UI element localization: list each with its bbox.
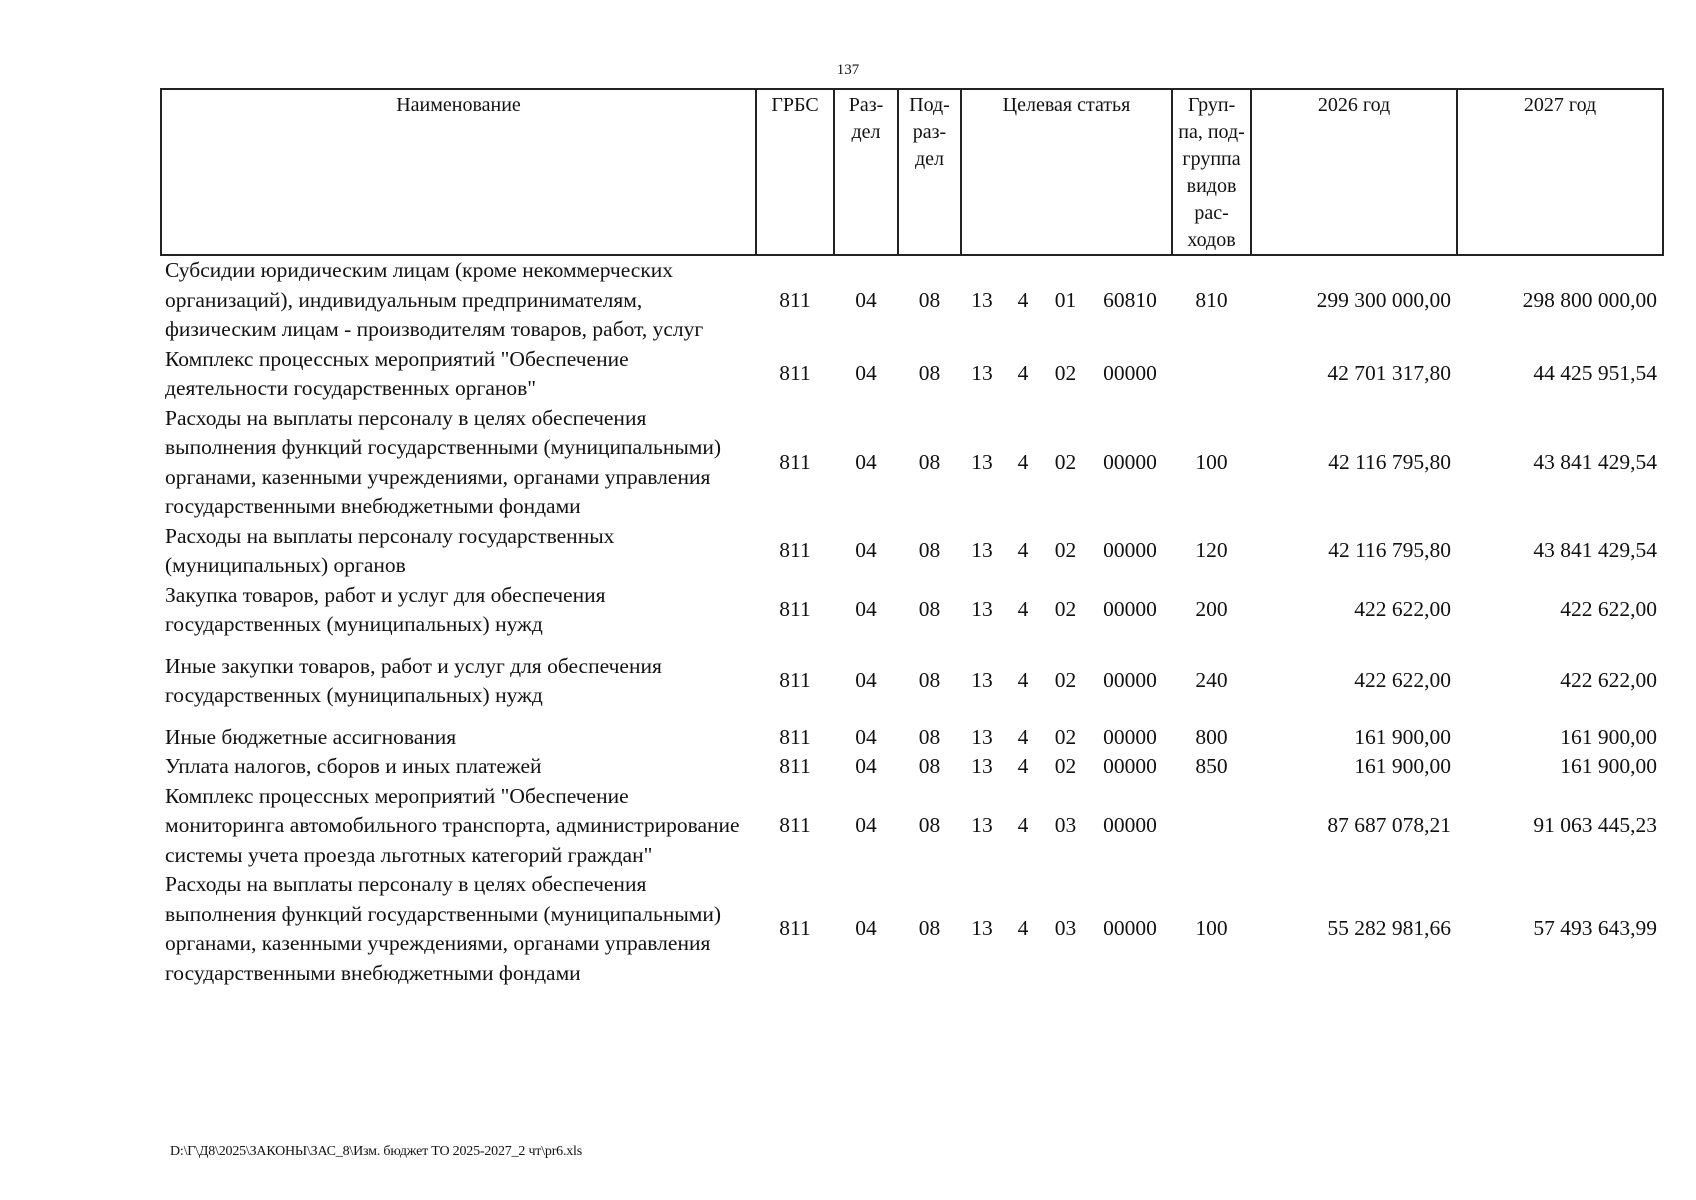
page-number: 137 (836, 62, 860, 78)
row-group: 800 (1195, 724, 1228, 749)
row-cs-part4: 00000 (1103, 754, 1157, 778)
row-amount-2027: 43 841 429,54 (1533, 449, 1658, 474)
row-cs-part3: 02 (1054, 754, 1077, 778)
row-cs-part1: 13 (971, 724, 993, 749)
row-cs-part3: 03 (1054, 916, 1077, 941)
row-razdel: 04 (855, 813, 877, 837)
row-grbs: 811 (779, 597, 811, 622)
row-podrazdel: 08 (918, 449, 941, 474)
row-cs-part4: 00000 (1103, 361, 1157, 386)
header-celevaya-statya: Целевая статья (961, 89, 1172, 255)
row-cs-part2: 4 (1017, 449, 1029, 474)
row-group: 120 (1195, 538, 1228, 563)
row-podrazdel: 08 (918, 287, 941, 312)
row-amount-2027: 422 622,00 (1560, 668, 1658, 693)
row-cs-part2: 4 (1017, 668, 1029, 693)
row-amount-2026: 55 282 981,66 (1327, 916, 1452, 941)
row-amount-2026: 161 900,00 (1354, 724, 1452, 749)
header-podrazdel: Под- раз- дел (898, 89, 961, 255)
row-group: 200 (1195, 597, 1228, 622)
row-group (1172, 345, 1251, 404)
row-podrazdel: 08 (918, 916, 941, 941)
row-cs-part3: 02 (1054, 668, 1077, 693)
row-amount-2026: 422 622,00 (1354, 597, 1452, 622)
table-body (161, 255, 1663, 988)
row-grbs: 811 (779, 813, 811, 837)
row-podrazdel: 08 (918, 361, 941, 386)
row-cs-part1: 13 (971, 597, 993, 622)
table-row (161, 255, 1663, 345)
row-cs-part4: 00000 (1103, 597, 1157, 622)
row-amount-2026: 42 116 795,80 (1328, 449, 1452, 474)
row-cs-part4: 00000 (1103, 916, 1157, 941)
row-razdel: 04 (855, 287, 877, 312)
row-cs-part1: 13 (971, 449, 993, 474)
row-cs-part2: 4 (1017, 754, 1029, 778)
row-amount-2027: 161 900,00 (1560, 754, 1658, 778)
row-cs-part3: 02 (1054, 538, 1077, 563)
row-name: Иные закупки товаров, работ и услуг для обеспечения государственных (муниципальных) нужд (165, 653, 662, 707)
row-amount-2026: 87 687 078,21 (1327, 813, 1452, 837)
row-name: Комплекс процессных мероприятий "Обеспечение деятельности государственных органов" (165, 346, 629, 400)
table-row (161, 640, 1663, 723)
row-razdel: 04 (855, 449, 877, 474)
row-cs-part1: 13 (971, 361, 993, 386)
row-cs-part3: 02 (1054, 597, 1077, 622)
header-gruppa: Груп- па, под- группа видов рас- ходов (1172, 89, 1251, 255)
row-grbs: 811 (779, 724, 811, 749)
row-cs-part4: 00000 (1103, 813, 1157, 837)
row-group: 240 (1195, 668, 1228, 693)
row-amount-2026: 42 701 317,80 (1327, 361, 1452, 386)
row-podrazdel: 08 (918, 754, 941, 778)
row-cs-part2: 4 (1017, 916, 1029, 941)
row-cs-part1: 13 (971, 754, 993, 778)
table-header (161, 89, 1663, 255)
header-name: Наименование (161, 89, 756, 255)
row-razdel: 04 (855, 361, 877, 386)
row-cs-part1: 13 (971, 668, 993, 693)
row-cs-part4: 00000 (1103, 449, 1157, 474)
row-name: Субсидии юридическим лицам (кроме некоммерческих организаций), индивидуальным предпринимателям, физическим лицам - производителям товаров, работ, услуг (165, 258, 704, 341)
row-amount-2027: 161 900,00 (1560, 724, 1658, 749)
row-grbs: 811 (779, 538, 811, 563)
file-path-footer: D:\Г\Д8\2025\ЗАКОНЫ\ЗАС_8\Изм. бюджет ТО 2025-2027_2 чт\pr6.xls (170, 1144, 582, 1159)
row-podrazdel: 08 (918, 538, 941, 563)
row-amount-2027: 57 493 643,99 (1533, 916, 1658, 941)
row-amount-2027: 91 063 445,23 (1533, 813, 1658, 837)
row-cs-part2: 4 (1017, 538, 1029, 563)
row-group: 850 (1195, 754, 1228, 778)
row-cs-part4: 00000 (1103, 724, 1157, 749)
table-row (161, 345, 1663, 404)
row-name: Иные бюджетные ассигнования (165, 724, 457, 749)
row-razdel: 04 (855, 538, 877, 563)
budget-table-container (160, 88, 1662, 988)
row-razdel: 04 (855, 754, 877, 778)
row-grbs: 811 (779, 754, 811, 778)
row-razdel: 04 (855, 597, 877, 622)
row-razdel: 04 (855, 916, 877, 941)
row-cs-part3: 03 (1054, 813, 1077, 837)
table-row (161, 581, 1663, 640)
row-amount-2027: 298 800 000,00 (1522, 287, 1658, 312)
row-cs-part1: 13 (971, 287, 993, 312)
row-amount-2027: 422 622,00 (1560, 597, 1658, 622)
row-podrazdel: 08 (918, 668, 941, 693)
row-name: Расходы на выплаты персоналу в целях обеспечения выполнения функций государственными (муниципальными) органами, казенными учреждениями, органами управления государственными внебюджетными фондами (165, 872, 722, 985)
row-cs-part2: 4 (1017, 361, 1029, 386)
row-name: Расходы на выплаты персоналу государственных (муниципальных) органов (165, 523, 615, 577)
row-cs-part3: 01 (1054, 287, 1077, 312)
row-cs-part3: 02 (1054, 361, 1077, 386)
table-row (161, 723, 1663, 753)
row-group: 810 (1195, 287, 1228, 312)
header-grbs: ГРБС (756, 89, 834, 255)
row-cs-part1: 13 (971, 538, 993, 563)
table-row (161, 522, 1663, 581)
row-cs-part4: 00000 (1103, 538, 1157, 563)
header-year-2027: 2027 год (1457, 89, 1663, 255)
table-row (161, 752, 1663, 782)
row-name: Комплекс процессных мероприятий "Обеспечение мониторинга автомобильного транспорта, администрирование системы учета проезда льготных категорий граждан" (165, 783, 740, 867)
row-cs-part2: 4 (1017, 287, 1029, 312)
budget-table (160, 88, 1664, 988)
row-name: Расходы на выплаты персоналу в целях обеспечения выполнения функций государственными (муниципальными) органами, казенными учреждениями, органами управления государственными внебюджетными фондами (165, 405, 722, 518)
table-row (161, 782, 1663, 871)
row-group: 100 (1195, 449, 1228, 474)
row-cs-part2: 4 (1017, 724, 1029, 749)
header-year-2026: 2026 год (1251, 89, 1457, 255)
row-razdel: 04 (855, 668, 877, 693)
row-podrazdel: 08 (918, 813, 941, 837)
row-group: 100 (1195, 916, 1228, 941)
row-grbs: 811 (779, 361, 811, 386)
row-amount-2027: 43 841 429,54 (1533, 538, 1658, 563)
header-razdel: Раз- дел (834, 89, 898, 255)
row-cs-part3: 02 (1054, 449, 1077, 474)
row-group (1172, 782, 1251, 871)
row-cs-part3: 02 (1054, 724, 1077, 749)
row-name: Уплата налогов, сборов и иных платежей (165, 754, 542, 778)
row-amount-2026: 42 116 795,80 (1328, 538, 1452, 563)
row-cs-part1: 13 (971, 813, 993, 837)
table-row (161, 404, 1663, 522)
row-amount-2026: 422 622,00 (1354, 668, 1452, 693)
row-amount-2027: 44 425 951,54 (1533, 361, 1658, 386)
row-cs-part4: 00000 (1103, 668, 1157, 693)
row-amount-2026: 299 300 000,00 (1316, 287, 1452, 312)
row-grbs: 811 (779, 916, 811, 941)
row-razdel: 04 (855, 724, 877, 749)
row-grbs: 811 (779, 668, 811, 693)
row-cs-part1: 13 (971, 916, 993, 941)
row-name: Закупка товаров, работ и услуг для обеспечения государственных (муниципальных) нужд (165, 582, 606, 636)
table-row (161, 870, 1663, 988)
row-podrazdel: 08 (918, 597, 941, 622)
row-grbs: 811 (779, 287, 811, 312)
row-cs-part2: 4 (1017, 813, 1029, 837)
row-podrazdel: 08 (918, 724, 941, 749)
row-cs-part2: 4 (1017, 597, 1029, 622)
row-grbs: 811 (779, 449, 811, 474)
row-cs-part4: 60810 (1103, 287, 1157, 312)
row-amount-2026: 161 900,00 (1354, 754, 1452, 778)
